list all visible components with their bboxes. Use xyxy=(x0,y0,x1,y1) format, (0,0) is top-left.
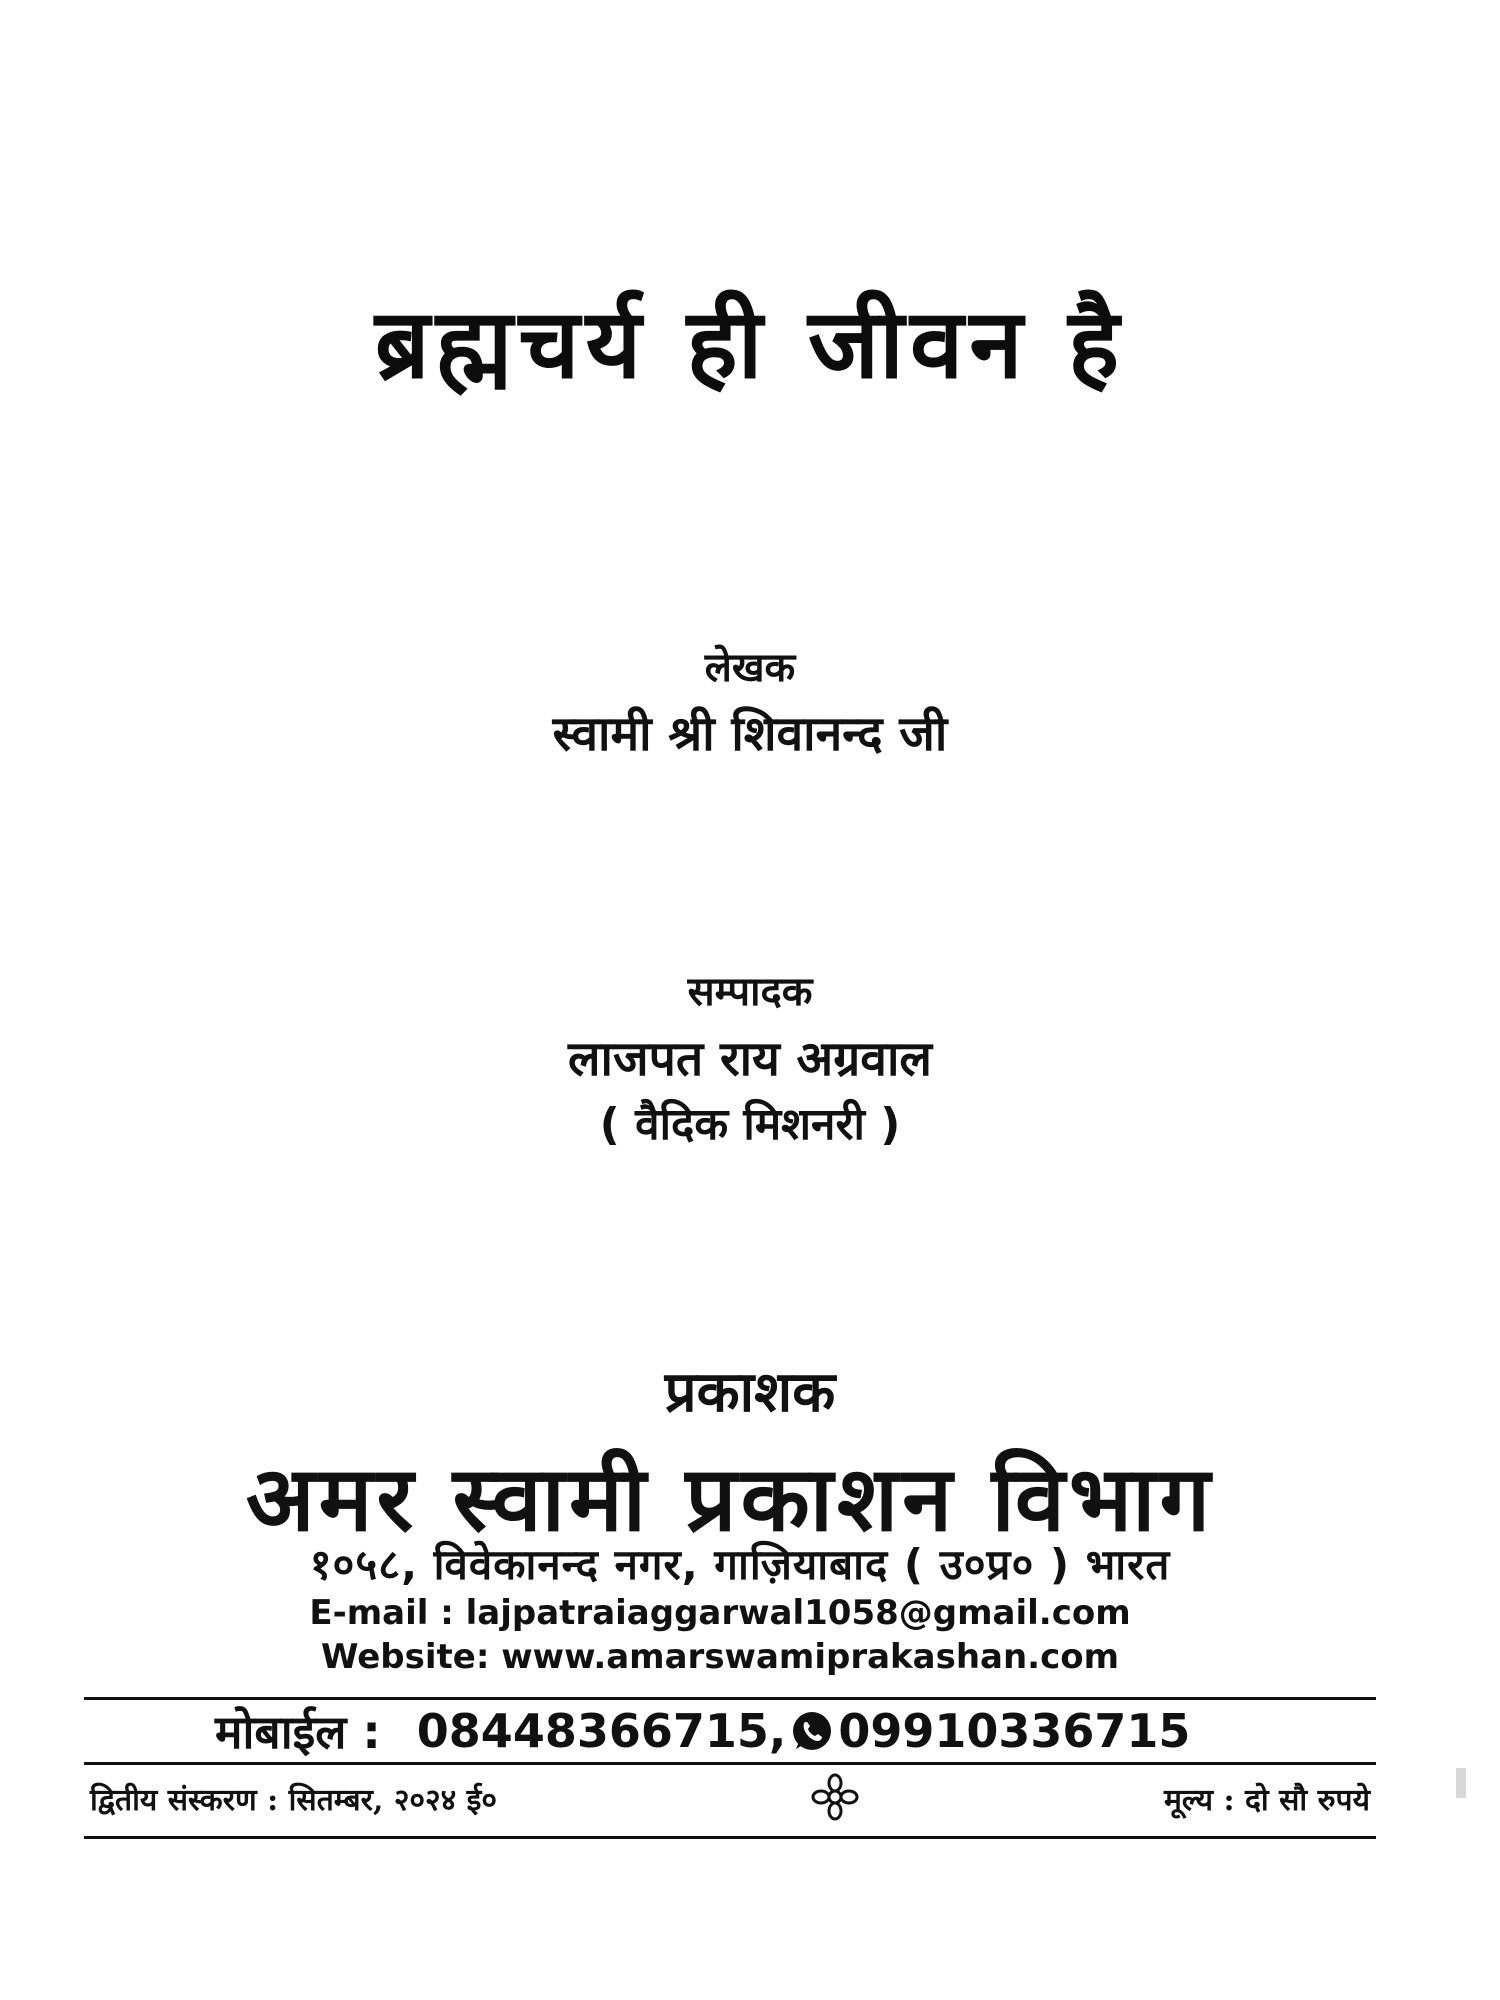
publisher-address: १०५८, विवेकानन्द नगर, गाज़ियाबाद ( उ०प्र० ) भारत xyxy=(309,1540,1171,1589)
editor-note: ( वैदिक मिशनरी ) xyxy=(599,1099,901,1150)
author-name: स्वामी श्री शिवानन्द जी xyxy=(552,706,948,762)
editor-name: लाजपत राय अग्रवाल xyxy=(568,1031,932,1087)
page-edge-mark xyxy=(1456,1768,1466,1798)
mobile-line xyxy=(215,1700,1190,1762)
mobile-number-1: 08448366715, xyxy=(416,1704,787,1758)
footer-line xyxy=(90,1778,1370,1828)
editor-label: सम्पादक xyxy=(687,969,813,1015)
divider-middle xyxy=(84,1762,1376,1765)
mobile-label: मोबाईल : xyxy=(215,1705,381,1759)
edition-info: द्वितीय संस्करण : सितम्बर, २०२४ ई० xyxy=(90,1783,498,1818)
book-title: ब्रह्मचर्य ही जीवन है xyxy=(374,288,1126,400)
author-label: लेखक xyxy=(704,645,796,691)
divider-bottom xyxy=(84,1836,1376,1839)
flower-ornament-icon xyxy=(810,1772,860,1822)
publisher-name: अमर स्वामी प्रकाशन विभाग xyxy=(245,1447,1215,1552)
whatsapp-icon xyxy=(790,1709,834,1753)
publisher-email: E-mail : lajpatraiaggarwal1058@gmail.com xyxy=(309,1593,1131,1633)
price-info: मूल्य : दो सौ रुपये xyxy=(1163,1783,1370,1818)
publisher-website: Website: www.amarswamiprakashan.com xyxy=(320,1637,1120,1677)
publisher-label: प्रकाशक xyxy=(664,1360,836,1425)
mobile-number-2: 09910336715 xyxy=(838,1704,1191,1758)
